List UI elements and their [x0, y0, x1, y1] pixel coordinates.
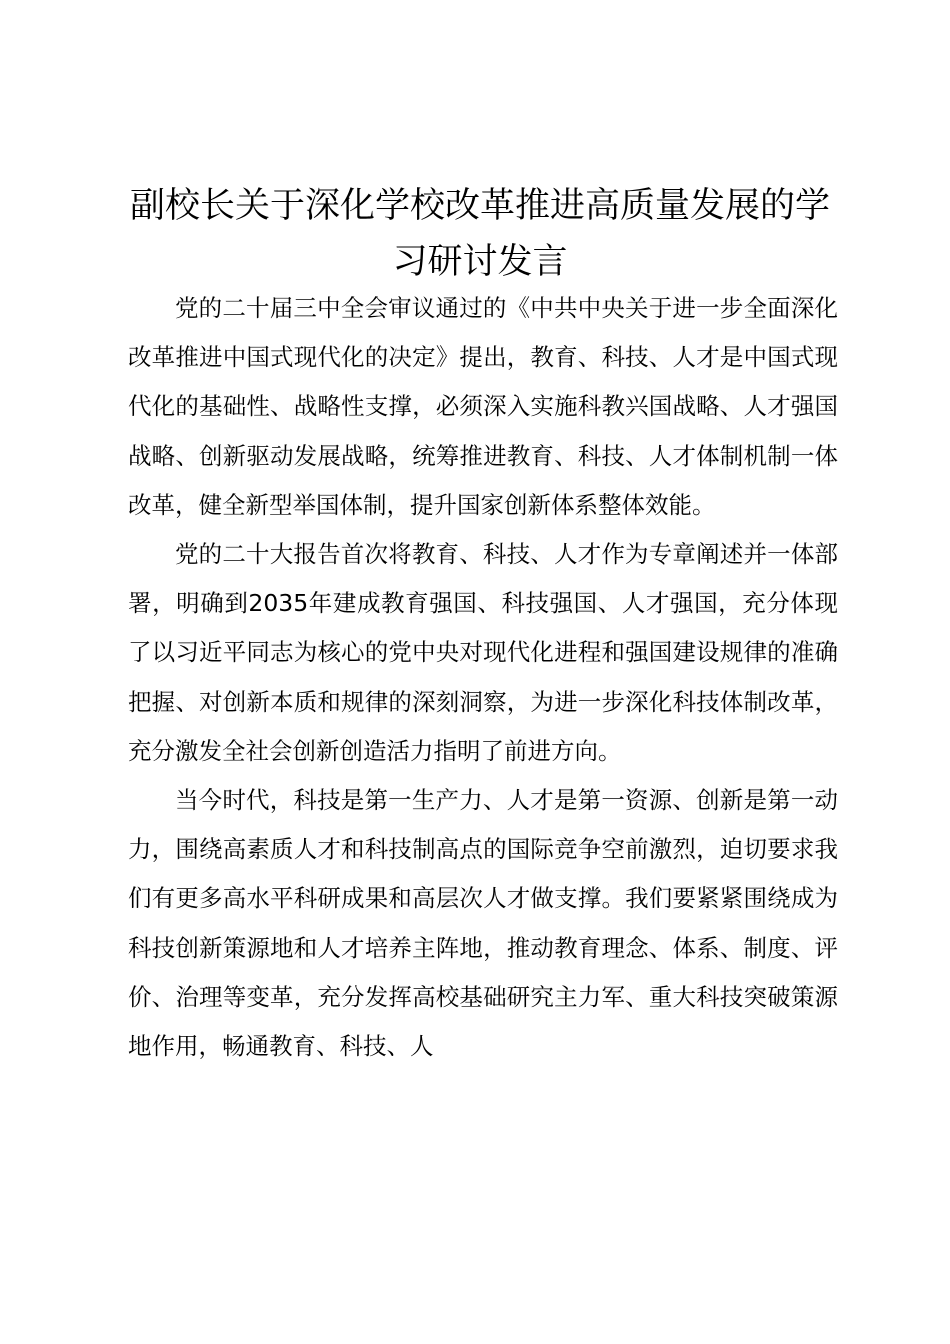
document-title: 副校长关于深化学校改革推进高质量发展的学习研讨发言 [129, 186, 830, 282]
paragraph: 当今时代，科技是第一生产力、人才是第一资源、创新是第一动力，围绕高素质人才和科技制高点的国际竞争空前激烈，迫切要求我们有更多高水平科研成果和高层次人才做支撑。我们要紧紧围绕成为科技创新策源地和人才培养主阵地，推动教育理念、体系、制度、评价、治理等变革，充分发挥高校基础研究主力军、重大科技突破策源地作用，畅通教育、科技、人 [128, 786, 838, 1061]
paragraph: 党的二十届三中全会审议通过的《中共中央关于进一步全面深化改革推进中国式现代化的决定》提出，教育、科技、人才是中国式现代化的基础性、战略性支撑，必须深入实施科教兴国战略、人才强国战略、创新驱动发展战略，统筹推进教育、科技、人才体制机制一体改革，健全新型举国体制，提升国家创新体系整体效能。 [128, 294, 838, 519]
paragraph: 党的二十大报告首次将教育、科技、人才作为专章阐述并一体部署，明确到2035年建成教育强国、科技强国、人才强国，充分体现了以习近平同志为核心的党中央对现代化进程和强国建设规律的准确把握、对创新本质和规律的深刻洞察，为进一步深化科技体制改革，充分激发全社会创新创造活力指明了前进方向。 [128, 540, 838, 765]
document-body [128, 284, 838, 1071]
